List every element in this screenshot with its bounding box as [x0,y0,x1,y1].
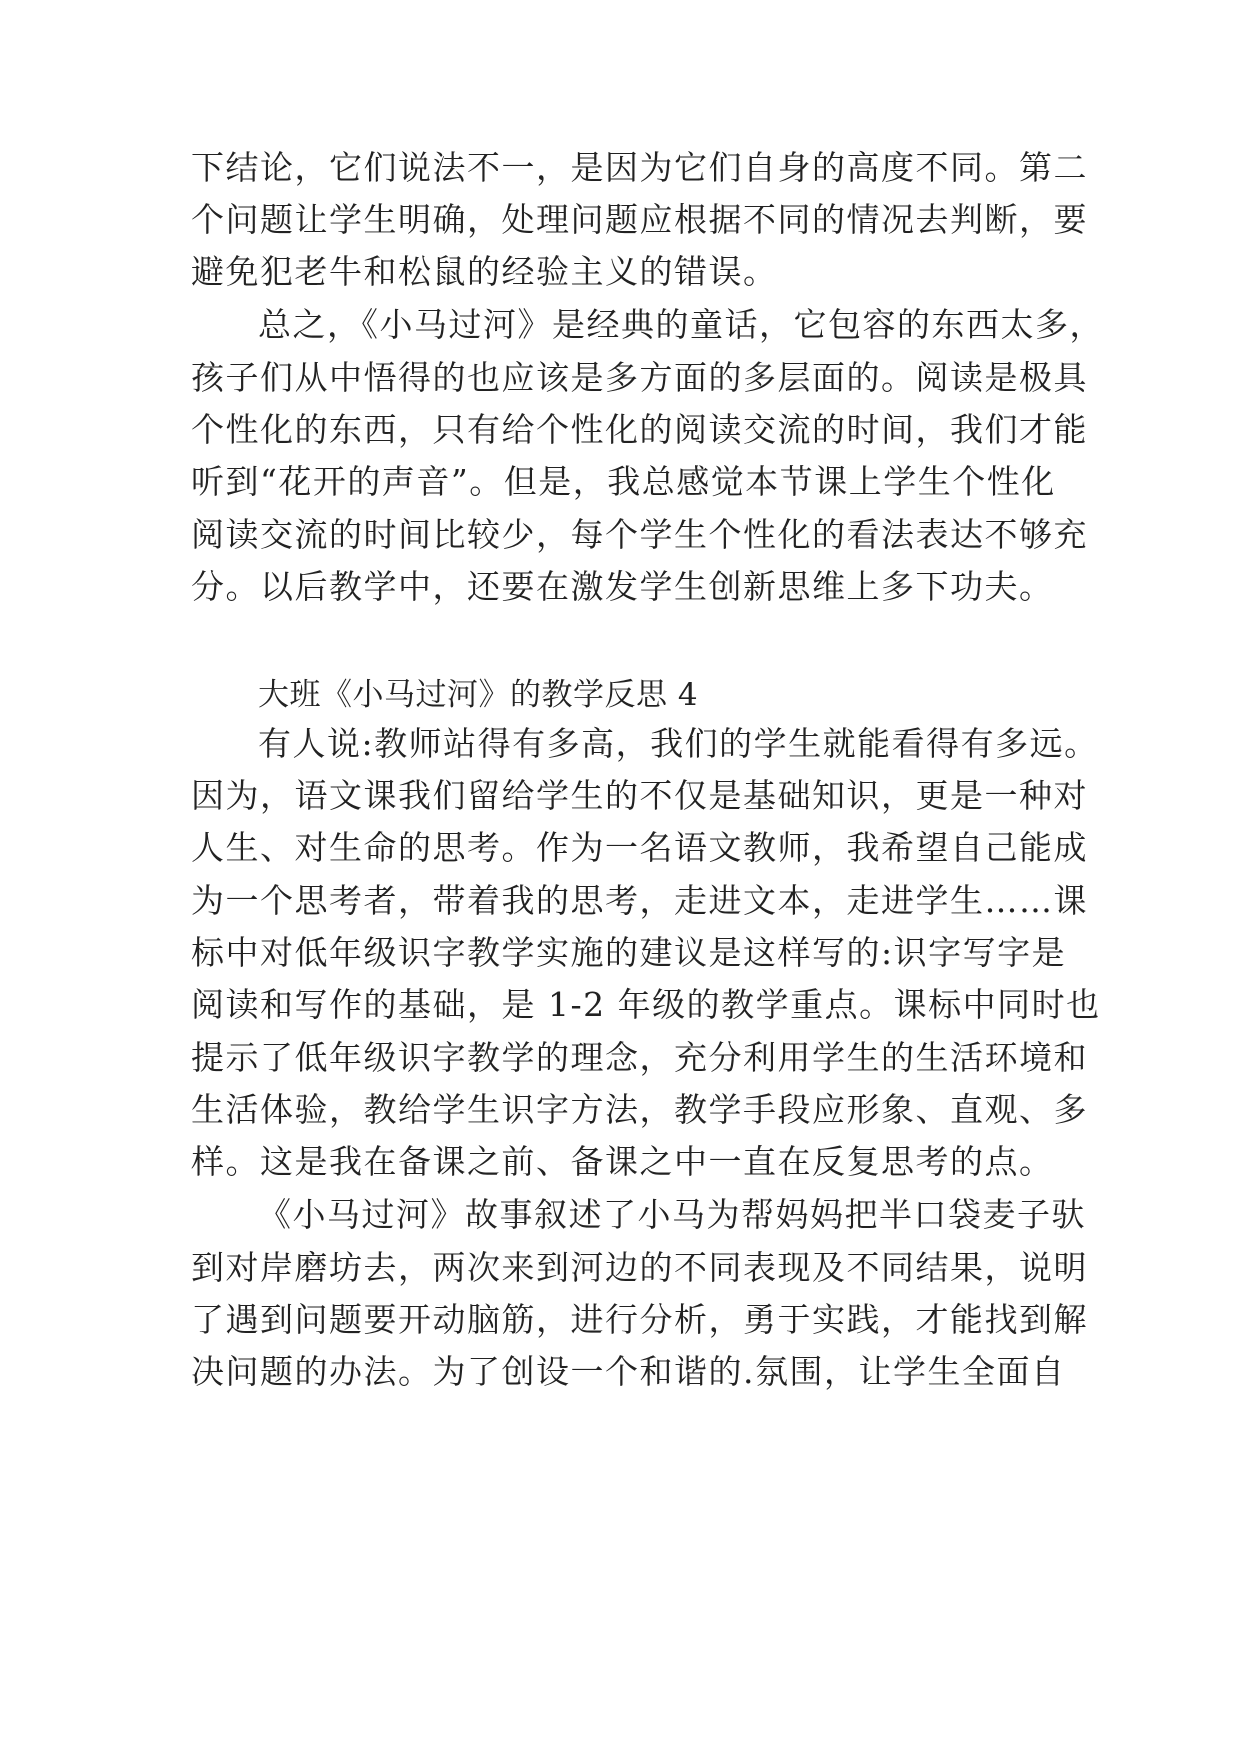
paragraph-3-line-1: 有人说:教师站得有多高，我们的学生就能看得有多远。 [258,724,1099,763]
paragraph-2-line-6: 分。以后教学中，还要在激发学生创新思维上多下功夫。 [191,567,1054,606]
paragraph-2-line-2: 孩子们从中悟得的也应该是多方面的多层面的。阅读是极具 [191,358,1088,397]
paragraph-4-line-4: 决问题的办法。为了创设一个和谐的.氛围，让学生全面自 [191,1352,1066,1391]
paragraph-4-line-2: 到对岸磨坊去，两次来到河边的不同表现及不同结果，说明 [191,1248,1088,1287]
paragraph-3-line-6: 阅读和写作的基础，是 1-2 年级的教学重点。课标中同时也 [191,985,1101,1024]
paragraph-3-line-2: 因为，语文课我们留给学生的不仅是基础知识，更是一种对 [191,776,1088,815]
paragraph-2-line-3: 个性化的东西，只有给个性化的阅读交流的时间，我们才能 [191,410,1088,449]
paragraph-3-line-7: 提示了低年级识字教学的理念，充分利用学生的生活环境和 [191,1038,1088,1077]
paragraph-3-line-5: 标中对低年级识字教学实施的建议是这样写的:识字写字是 [191,933,1067,972]
paragraph-1-line-1: 下结论，它们说法不一，是因为它们自身的高度不同。第二 [191,148,1088,187]
paragraph-2-line-4: 听到“花开的声音”。但是，我总感觉本节课上学生个性化 [191,462,1056,501]
paragraph-3-line-9: 样。这是我在备课之前、备课之中一直在反复思考的点。 [191,1142,1054,1181]
paragraph-2-line-1: 总之，《小马过河》是经典的童话，它包容的东西太多， [258,305,1104,344]
paragraph-1-line-3: 避免犯老牛和松鼠的经验主义的错误。 [191,252,778,291]
paragraph-4-line-1: 《小马过河》故事叙述了小马为帮妈妈把半口袋麦子驮 [258,1195,1086,1234]
paragraph-4-line-3: 了遇到问题要开动脑筋，进行分析，勇于实践，才能找到解 [191,1300,1088,1339]
paragraph-2-line-5: 阅读交流的时间比较少，每个学生个性化的看法表达不够充 [191,515,1088,554]
paragraph-3-line-3: 人生、对生命的思考。作为一名语文教师，我希望自己能成 [191,828,1088,867]
paragraph-1-line-2: 个问题让学生明确，处理问题应根据不同的情况去判断，要 [191,200,1088,239]
paragraph-3-line-8: 生活体验，教给学生识字方法，教学手段应形象、直观、多 [191,1090,1088,1129]
paragraph-3-line-4: 为一个思考者，带着我的思考，走进文本，走进学生……课 [191,881,1088,920]
section-title: 大班《小马过河》的教学反思 4 [258,677,699,713]
